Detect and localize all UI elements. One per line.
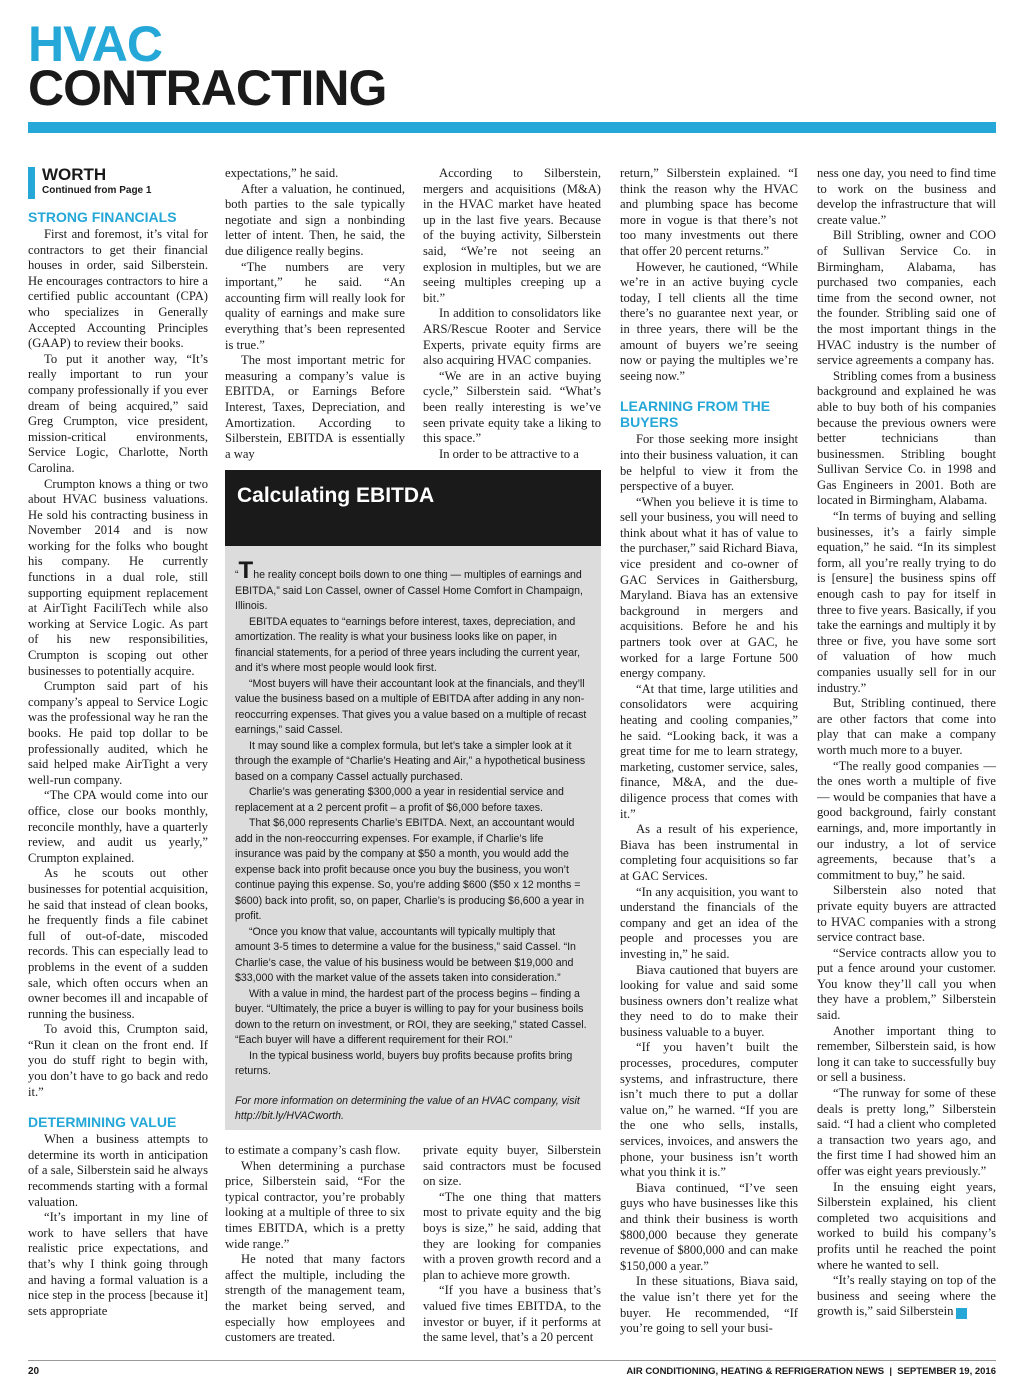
paragraph: private equity buyer, Silberstein said contractors must be focused on size. [423, 1143, 601, 1189]
headline-contracting: CONTRACTING [28, 60, 387, 116]
paragraph: to estimate a company’s cash flow. [225, 1143, 401, 1157]
subhead-strong-financials: STRONG FINANCIALS [28, 209, 177, 225]
paragraph: “The really good companies — the ones worth a multiple of five — would be companies that have a good background, fairly constant earnings, and, more importantly in our industry, a lot of service agreements, because that’s a commitment to buy,” he said. [817, 758, 996, 882]
sidebar-note: For more information on determining the value of an HVAC company, visit http://bit.ly/HVACworth. [235, 1094, 580, 1122]
paragraph: “If you haven’t built the processes, procedures, computer systems, and infrastructure, there isn’t much there to put a dollar value on,” he warned. “If you are the one who sells, installs, services, invoices, and answers the phone, your business isn’t worth what you think it is.” [620, 1040, 798, 1180]
paragraph: In addition to consolidators like ARS/Rescue Rooter and Service Experts, private equity firms are also acquiring HVAC companies. [423, 306, 601, 368]
paragraph: In these situations, Biava said, the value isn’t there yet for the buyer. He recommended, “If you’re going to sell your busi- [620, 1274, 798, 1336]
sidebar-paragraph: EBITDA equates to “earnings before interest, taxes, depreciation, and amortization. The reality is what your business looks like on paper, in financial statements, for a period of three years including the current year, and it’s where most people would look first. [235, 615, 581, 674]
paragraph: First and foremost, it’s vital for contractors to get their financial houses in order, said Silberstein. He encourages contractors to hire a certified public accountant (CPA) who specializes in Generally Accepted Accounting Principles (GAAP) to review their books. [28, 227, 208, 351]
subhead-learning-from-buyers: LEARNING FROM THE BUYERS [620, 398, 771, 431]
paragraph: expectations,” he said. [225, 166, 339, 180]
paragraph: “It’s important in my line of work to have sellers that have realistic price expectations, and that’s why I think going through and having a formal valuation is a nice step in the process [because it] sets appropriate [28, 1210, 208, 1318]
column-5 [817, 166, 996, 1320]
paragraph: “The runway for some of these deals is pretty long,” Silberstein said. “I had a client who completed a transaction two years ago, and the first time I had showed him an offer was eight years previously.” [817, 1086, 996, 1178]
footer-rule [28, 1360, 996, 1361]
paragraph: In the ensuing eight years, Silberstein explained, his client completed two acquisitions and worked to build his company’s profits until he reached the point where he wanted to sell. [817, 1179, 996, 1272]
page-headline [28, 16, 387, 116]
paragraph: As a result of his experience, Biava has been instrumental in completing four acquisitions so far at GAC Services. [620, 822, 798, 883]
sidebar-box [225, 470, 601, 1130]
paragraph: “If you have a business that’s valued five times EBITDA, to the investor or buyer, if it performs at the same level, that’s a 20 percent [423, 1283, 601, 1345]
paragraph: Crumpton said part of his company’s appeal to Service Logic was the professional way he ran the books. He paid top dollar to be professionally audited, which he said helped make AirTight a very well-run company. [28, 679, 208, 787]
continued-note: Continued from Page 1 [42, 185, 152, 196]
paragraph: After a valuation, he continued, both parties to the sale typically negotiate and sign a nonbinding letter of intent. Then, he said, the due diligence really begins. [225, 181, 405, 258]
paragraph: “Service contracts allow you to put a fence around your customer. You know they’ll call you when they have a problem,” Silberstein said. [817, 945, 996, 1023]
column-1 [28, 166, 208, 1319]
paragraph: As he scouts out other businesses for potential acquisition, he said that instead of clean books, he frequently finds a file cabinet full of out-of-date, miscoded records. This can especially lead to problems in the event of a sudden sale, which often occurs when an owner becomes ill and incapable of running the business. [28, 866, 208, 1021]
dropcap: T [238, 557, 254, 584]
paragraph: In order to be attractive to a [439, 446, 579, 461]
headline-hvac: HVAC [28, 16, 162, 72]
paragraph: “In any acquisition, you want to understand the financials of the company and get an idea of the people and processes you are investing in,” he said. [620, 884, 798, 961]
column-3-bottom [423, 1143, 601, 1346]
sidebar-paragraph: “Once you know that value, accountants will typically multiply that amount 3-5 times to determine a value for the business,” said Cassel. “In Charlie’s case, the value of his business would be between $19,000 and $33,000 with the market value of the assets taken into consideration.” [235, 925, 576, 984]
paragraph: Biava continued, “I’ve seen guys who have businesses like this and think their business is worth $800,000 because they generate revenue of $800,000 and can make $150,000 a year.” [620, 1180, 798, 1273]
column-2 [225, 166, 405, 462]
end-mark-icon: N [956, 1308, 967, 1319]
section-tag [28, 166, 208, 199]
paragraph: However, he cautioned, “While we’re in an active buying cycle today, I tell clients all the time there’s no guarantee next year, or in three years, there will be the amount of buyers we’re seeing now or paying the multiples we’re seeing now.” [620, 259, 798, 383]
dropquote: “ [235, 569, 239, 581]
sidebar-paragraph: “Most buyers will have their accountant look at the financials, and they’ll value the business based on a multiple of EBITDA after adding in any non-reoccurring expenses. That gives you a value based on a multiple of recast earnings,” said Cassel. [235, 677, 587, 736]
paragraph: “The one thing that matters most to private equity and the big boys is size,” he said, adding that they are looking for companies with a proven growth record and a plan to achieve more growth. [423, 1189, 601, 1282]
header-rule [28, 122, 996, 133]
paragraph: When a business attempts to determine its worth in anticipation of a sale, Silberstein said he always recommends starting with a formal valuation. [28, 1132, 208, 1209]
paragraph: But, Stribling continued, there are other factors that come into play that can make a company worth much more to a buyer. [817, 696, 996, 757]
sidebar-paragraph: It may sound like a complex formula, but let’s take a simpler look at it through the example of “Charlie’s Heating and Air,” a hypothetical business based on a company Cassel actually purchased. [235, 739, 586, 783]
paragraph: Bill Stribling, owner and COO of Sullivan Service Co. in Birmingham, Alabama, has purchased two companies, each time from the second owner, not the founder. Stribling said one of the most important things in the HVAC industry is the number of service agreements a company has. [817, 228, 996, 368]
page-number: 20 [28, 1366, 40, 1377]
footer-publication: AIR CONDITIONING, HEATING & REFRIGERATION NEWS | SEPTEMBER 19, 2016 [626, 1366, 996, 1377]
paragraph: “When you believe it is time to sell your business, you will need to think about what it has of value to the purchaser,” said Richard Biava, vice president and co-owner of GAC Services in Gaithersburg, Maryland. Biava has an extensive background in mergers and acquisitions. Before he and his partners took over at GAC, he worked for a large Fortune 500 energy company. [620, 494, 798, 681]
paragraph: Biava cautioned that buyers are looking for value and said some business owners don’t realize what they need to do to make their business valuable to a buyer. [620, 962, 798, 1039]
paragraph: Another important thing to remember, Silberstein said, is how long it can take to successfully buy or sell a business. [817, 1023, 996, 1085]
paragraph: For those seeking more insight into their business valuation, it can be helpful to view it from the perspective of a buyer. [620, 432, 798, 494]
section-tag-bar [28, 167, 35, 199]
paragraph: When determining a purchase price, Silberstein said, “For the typical contractor, you’re probably looking at a multiple of three to six times EBITDA, which is a pretty wide range.” [225, 1158, 405, 1251]
paragraph: Silberstein also noted that private equity buyers are attracted to HVAC companies with a strong service contract base. [817, 883, 996, 945]
paragraph: He noted that many factors affect the multiple, including the strength of the management team, the market being served, and especially how employees and customers are treated. [225, 1252, 405, 1345]
paragraph: To avoid this, Crumpton said, “Run it clean on the front end. If you do stuff right to begin with, you don’t have to go back and redo it.” [28, 1022, 208, 1099]
paragraph-text: “It’s really staying on top of the business and seeing where the growth is,” said Silberstein [817, 1273, 996, 1319]
sidebar-paragraph: With a value in mind, the hardest part of the process begins – finding a buyer. “Ultimately, the price a buyer is willing to pay for your business boils down to the return on investment, or ROI, they are seeking,” stated Cassel. “Each buyer will have a different requirement for their ROI.” [235, 987, 587, 1046]
paragraph: According to Silberstein, mergers and acquisitions (M&A) in the HVAC market have heated up in the last five years. Because of the buying activity, Silberstein said, “We’re not seeing an explosion in multiples, but we are seeing multiples creeping up a bit.” [423, 166, 601, 305]
sidebar-paragraph: Charlie’s was generating $300,000 a year in residential service and replacement at a 2 percent profit – a profit of $6,000 before taxes. [235, 786, 564, 814]
paragraph: Stribling comes from a business background and explained he was able to buy both of his companies because the previous owners were better technicians than businessmen. Stribling bought Sullivan Service Co. in 1998 and Gas Engineers in 2001. Both are located in Birmingham, Alabama. [817, 368, 996, 508]
sidebar-paragraph: That $6,000 represents Charlie’s EBITDA. Next, an accountant would add in the non-reoccurring expenses. For example, if Charlie’s life insurance was paid by the company at $50 a month, you would add the expense back into profit because once you buy the business, you won’t continue paying this expense. So, you’re adding $600 ($50 x 12 months = $600) back into profit, so, on paper, Charlie’s is producing $6,600 a year in profit. [235, 817, 585, 922]
column-4 [620, 166, 798, 1337]
paragraph: To put it another way, “It’s really important to run your company professionally if you ever dream of being acquired,” said Greg Crumpton, vice president, mission-critical environments, Service Logic, Charlotte, North Carolina. [28, 351, 208, 475]
sidebar-paragraph: In the typical business world, buyers buy profits because profits bring returns. [235, 1049, 573, 1077]
paragraph [817, 1273, 996, 1320]
paragraph: “The CPA would come into our office, close our books monthly, reconcile monthly, have a quarterly review, and audit us yearly,” Crumpton explained. [28, 788, 208, 865]
paragraph: “In terms of buying and selling businesses, it’s a fairly simple equation,” he said. “In its simplest form, all you’re really trying to do is [ensure] the business spins off enough cash to pay for itself in three to five years. Basically, if you take the earnings and multiply it by three or five, you have some sort of valuation of how much companies usually sell for in our industry.” [817, 509, 996, 695]
paragraph: The most important metric for measuring a company’s value is EBITDA, or Earnings Before Interest, Taxes, Depreciation, and Amortization. According to Silberstein, EBITDA is essentially a way [225, 353, 405, 461]
sidebar-paragraph [235, 557, 591, 615]
paragraph: return,” Silberstein explained. “I think the reason why the HVAC and plumbing space has become more in vogue is that there’s not too many investments out there that offer 20 percent returns.” [620, 166, 798, 258]
sidebar-text: he reality concept boils down to one thing — multiples of earnings and EBITDA,” said Lon Cassel, owner of Cassel Home Comfort in Champaign, Illinois. [235, 569, 583, 612]
paragraph: “The numbers are very important,” he said. “An accounting firm will really look for quality of earnings and make sure everything that’s been represented is true.” [225, 259, 405, 352]
column-3 [423, 166, 601, 462]
sidebar-body [225, 546, 601, 1125]
subhead-determining-value: DETERMINING VALUE [28, 1114, 177, 1131]
column-2-bottom [225, 1143, 405, 1346]
paragraph: “At that time, large utilities and consolidators were acquiring heating and cooling companies,” he said. “Looking back, it was a great time for me to learn strategy, marketing, customer service, sales, finance, M&A, and the due-diligence process that comes with it.” [620, 681, 798, 821]
paragraph: “We are in an active buying cycle,” Silberstein said. “What’s been really interesting is we’ve seen private equity take a liking to this space.” [423, 368, 601, 446]
paragraph: ness one day, you need to find time to work on the business and develop the infrastructure that will create value.” [817, 166, 996, 227]
sidebar-title: Calculating EBITDA [225, 470, 601, 546]
paragraph: Crumpton knows a thing or two about HVAC business valuations. He sold his contracting business in November 2014 and is now working for the folks who bought his company. He currently functions in a dual role, still supporting equipment replacement at AirTight FaciliTech while also working at Service Logic. As part of his new responsibilities, Crumpton is scoping out other businesses to potentially acquire. [28, 476, 208, 678]
section-title: WORTH [42, 165, 107, 184]
